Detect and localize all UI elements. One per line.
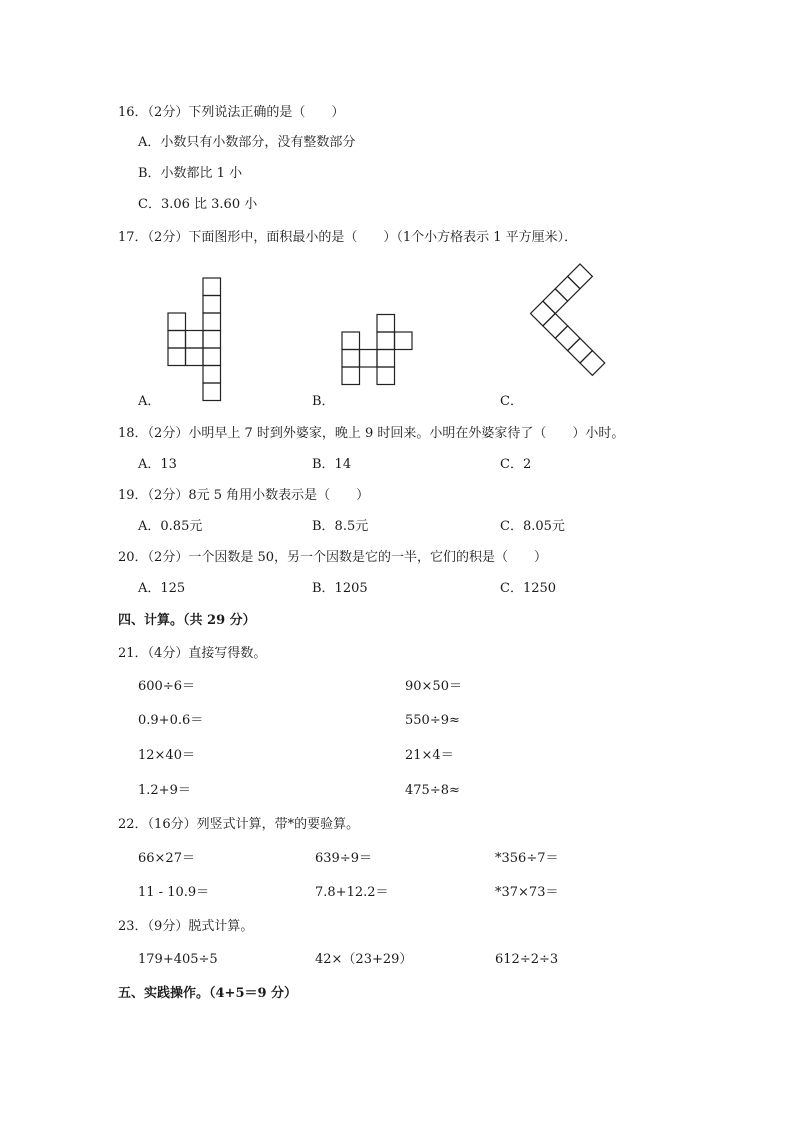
- question-19-option-a: A．0.85元: [138, 519, 203, 534]
- q21-item: 90×50＝: [405, 679, 462, 694]
- question-19-option-c: C．8.05元: [500, 519, 565, 534]
- q21-item: 0.9+0.6＝: [138, 713, 204, 728]
- q21-item: 1.2+9＝: [138, 783, 191, 798]
- question-16-stem: 16．（2分）下列说法正确的是（ ）: [118, 105, 345, 120]
- section-4-heading: 四、计算。（共 29 分）: [118, 613, 256, 628]
- question-18-stem: 18．（2分）小明早上 7 时到外婆家，晚上 9 时回来。小明在外婆家待了（ ）小时。: [118, 426, 625, 441]
- question-16-option-b: B．小数都比 1 小: [138, 166, 243, 181]
- question-23-stem: 23．（9分）脱式计算。: [118, 919, 254, 934]
- question-20-stem: 20．（2分）一个因数是 50，另一个因数是它的一半，它们的积是（ ）: [118, 550, 547, 565]
- q23-item: 179+405÷5: [138, 952, 218, 967]
- q22-item: 66×27＝: [138, 851, 195, 866]
- question-19-option-b: B．8.5元: [312, 519, 369, 534]
- figure-c-label: C．: [500, 394, 523, 409]
- question-18-option-c: C．2: [500, 457, 532, 472]
- question-21-stem: 21．（4分）直接写得数。: [118, 646, 267, 661]
- q23-item: 612÷2÷3: [495, 952, 559, 967]
- q22-item: *356÷7＝: [495, 851, 559, 866]
- q23-item: 42×（23+29）: [315, 952, 413, 967]
- question-20-option-b: B．1205: [312, 581, 368, 596]
- question-18-option-b: B．14: [312, 457, 352, 472]
- section-5-heading: 五、实践操作。（4+5＝9 分）: [118, 986, 298, 1001]
- q22-item: 639÷9＝: [315, 851, 372, 866]
- q21-item: 475÷8≈: [405, 783, 460, 798]
- q21-item: 12×40＝: [138, 748, 195, 763]
- figure-c-grid: [520, 258, 610, 410]
- figure-b-grid: [336, 306, 420, 388]
- q22-item: 7.8+12.2＝: [315, 885, 389, 900]
- q22-item: *37×73＝: [495, 885, 559, 900]
- figure-b-label: B．: [312, 394, 335, 409]
- question-20-option-a: A．125: [138, 581, 186, 596]
- question-17-stem: 17．（2分）下面图形中，面积最小的是（ ）（1个小方格表示 1 平方厘米）．: [118, 230, 578, 245]
- question-16-option-a: A．小数只有小数部分，没有整数部分: [138, 135, 356, 150]
- figure-a-label: A．: [138, 394, 161, 409]
- q21-item: 21×4＝: [405, 748, 454, 763]
- q21-item: 550÷9≈: [405, 713, 460, 728]
- question-22-stem: 22．（16分）列竖式计算，带*的要验算。: [118, 817, 360, 832]
- q21-item: 600÷6＝: [138, 679, 195, 694]
- figure-a-grid: [160, 272, 230, 408]
- question-18-option-a: A．13: [138, 457, 177, 472]
- q22-item: 11 - 10.9＝: [138, 885, 210, 900]
- question-16-option-c: C．3.06 比 3.60 小: [138, 197, 258, 212]
- question-20-option-c: C．1250: [500, 581, 557, 596]
- question-19-stem: 19．（2分）8元 5 角用小数表示是（ ）: [118, 488, 370, 503]
